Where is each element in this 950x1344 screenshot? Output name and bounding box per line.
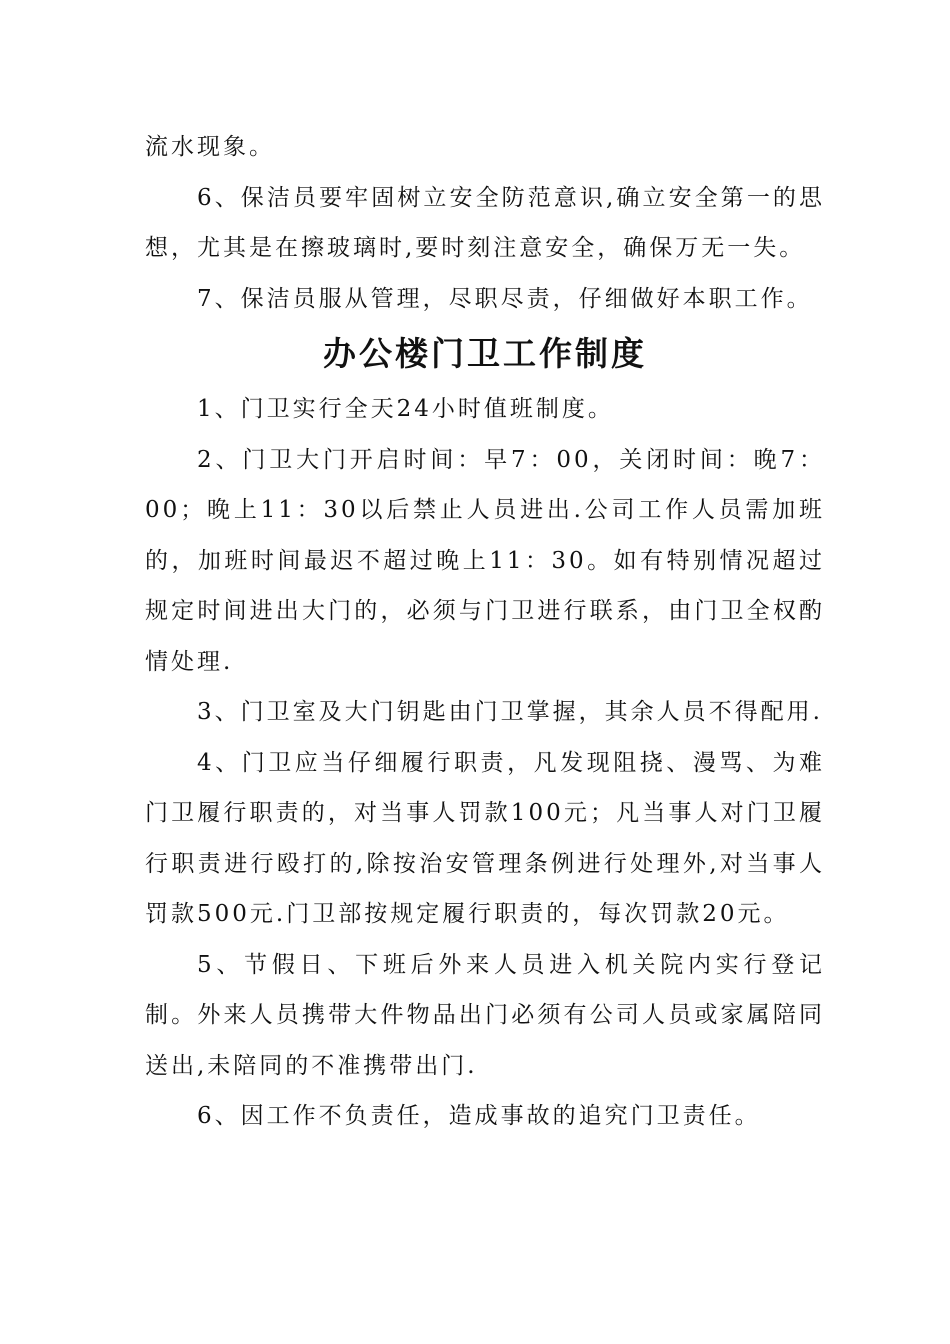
section-title: 办公楼门卫工作制度 bbox=[323, 334, 647, 373]
rule-item-1: 1、门卫实行全天24小时值班制度。 bbox=[197, 396, 614, 422]
rule-item-6: 6、因工作不负责任，造成事故的追究门卫责任。 bbox=[197, 1103, 761, 1129]
rule-item-2: 2、门卫大门开启时间：早7：00，关闭时间：晚7：00；晚上11：30以后禁止人员进出.公司工作人员需加班的，加班时间最迟不超过晚上11：30。如有特别情况超过规定时间进出大门的，必须与门卫进行联系，由门卫全权酌情处理. bbox=[145, 446, 825, 675]
rule-item-5: 5、节假日、下班后外来人员进入机关院内实行登记制。外来人员携带大件物品出门必须有公司人员或家属陪同送出,未陪同的不准携带出门. bbox=[145, 951, 825, 1079]
document-body bbox=[145, 122, 825, 1142]
paragraph-continuation: 流水现象。 bbox=[145, 134, 275, 160]
paragraph-cleaner-item-6: 6、保洁员要牢固树立安全防范意识,确立安全第一的思想，尤其是在擦玻璃时,要时刻注意安全，确保万无一失。 bbox=[145, 184, 825, 261]
paragraph-cleaner-item-7: 7、保洁员服从管理，尽职尽责，仔细做好本职工作。 bbox=[197, 285, 813, 312]
rule-item-4: 4、门卫应当仔细履行职责，凡发现阻挠、漫骂、为难门卫履行职责的，对当事人罚款100元；凡当事人对门卫履行职责进行殴打的,除按治安管理条例进行处理外,对当事人罚款500元.门卫部按规定履行职责的，每次罚款20元。 bbox=[145, 749, 825, 927]
rule-item-3: 3、门卫室及大门钥匙由门卫掌握，其余人员不得配用. bbox=[197, 699, 823, 725]
